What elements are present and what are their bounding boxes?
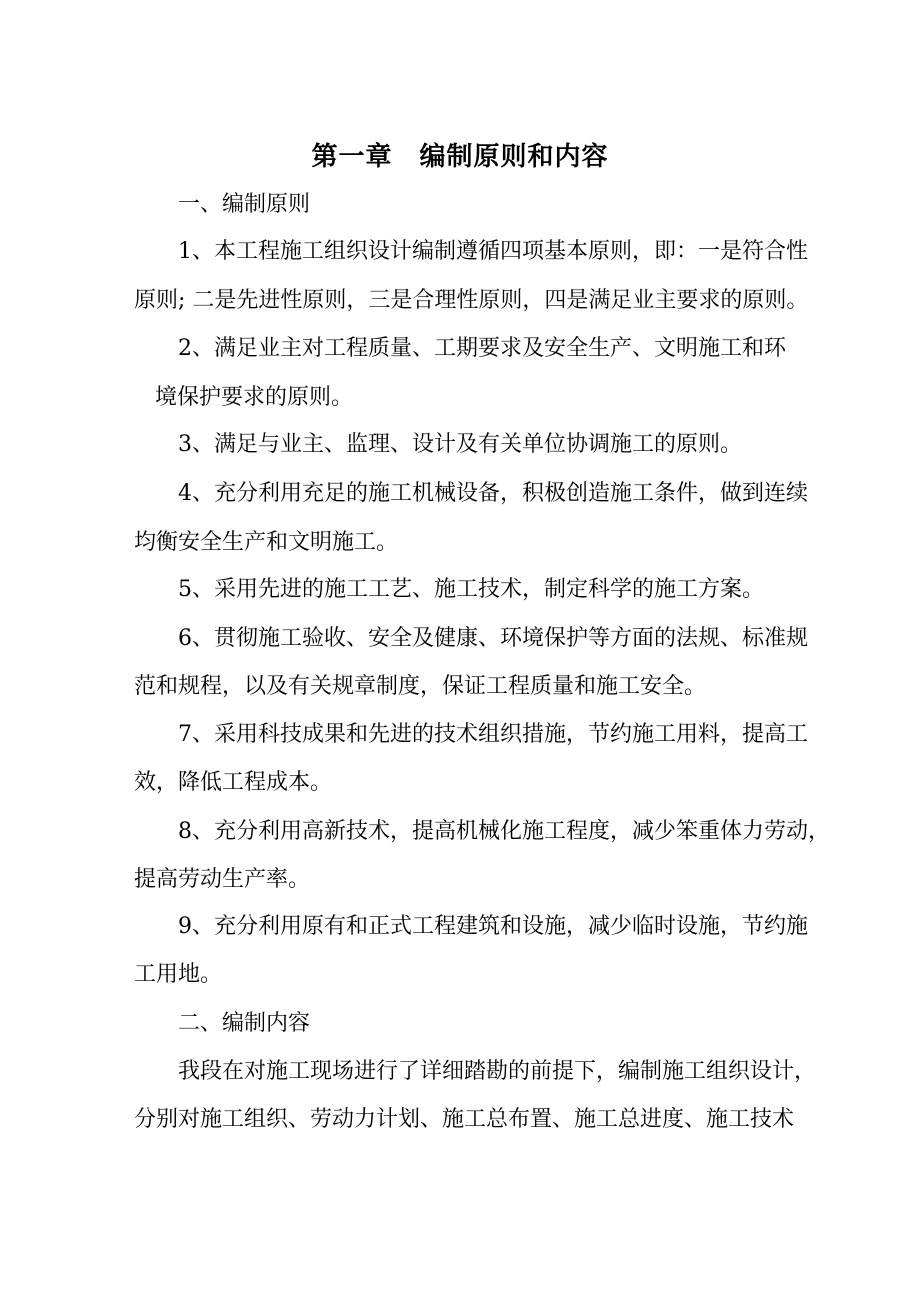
item-9-line-1: 9、充分利用原有和正式工程建筑和设施，减少临时设施，节约施	[178, 914, 808, 939]
item-8-line-1: 8、充分利用高新技术，提高机械化施工程度，减少笨重体力劳动，	[178, 819, 830, 844]
item-6-line-1: 6、贯彻施工验收、安全及健康、环境保护等方面的法规、标准规	[178, 626, 808, 651]
item-5-line-1: 5、采用先进的施工工艺、施工技术，制定科学的施工方案。	[178, 577, 764, 602]
item-2-line-2: 境保护要求的原则。	[155, 385, 354, 410]
item-7-line-2: 效，降低工程成本。	[134, 770, 333, 795]
item-8-line-2: 提高劳动生产率。	[134, 867, 311, 892]
closing-paragraph-line-1: 我段在对施工现场进行了详细踏勘的前提下，编制施工组织设计，	[178, 1059, 817, 1084]
item-1-line-1: 1、本工程施工组织设计编制遵循四项基本原则，即：一是符合性	[178, 239, 808, 264]
item-3-line-1: 3、满足与业主、监理、设计及有关单位协调施工的原则。	[178, 432, 742, 457]
section-heading-contents: 二、编制内容	[178, 1011, 311, 1036]
item-7-line-1: 7、采用科技成果和先进的技术组织措施，节约施工用料，提高工	[178, 722, 808, 747]
section-heading-principles: 一、编制原则	[178, 192, 311, 217]
item-1-line-2: 原则; 二是先进性原则，三是合理性原则，四是满足业主要求的原则。	[134, 288, 809, 313]
chapter-title: 第一章 编制原则和内容	[311, 142, 609, 172]
item-4-line-2: 均衡安全生产和文明施工。	[134, 530, 399, 555]
item-9-line-2: 工用地。	[134, 962, 223, 987]
item-4-line-1: 4、充分利用充足的施工机械设备，积极创造施工条件，做到连续	[178, 481, 808, 506]
item-2-line-1: 2、满足业主对工程质量、工期要求及安全生产、文明施工和环	[178, 336, 786, 361]
item-6-line-2: 范和规程，以及有关规章制度，保证工程质量和施工安全。	[134, 674, 707, 699]
closing-paragraph-line-2: 分别对施工组织、劳动力计划、施工总布置、施工总进度、施工技术	[134, 1107, 795, 1132]
